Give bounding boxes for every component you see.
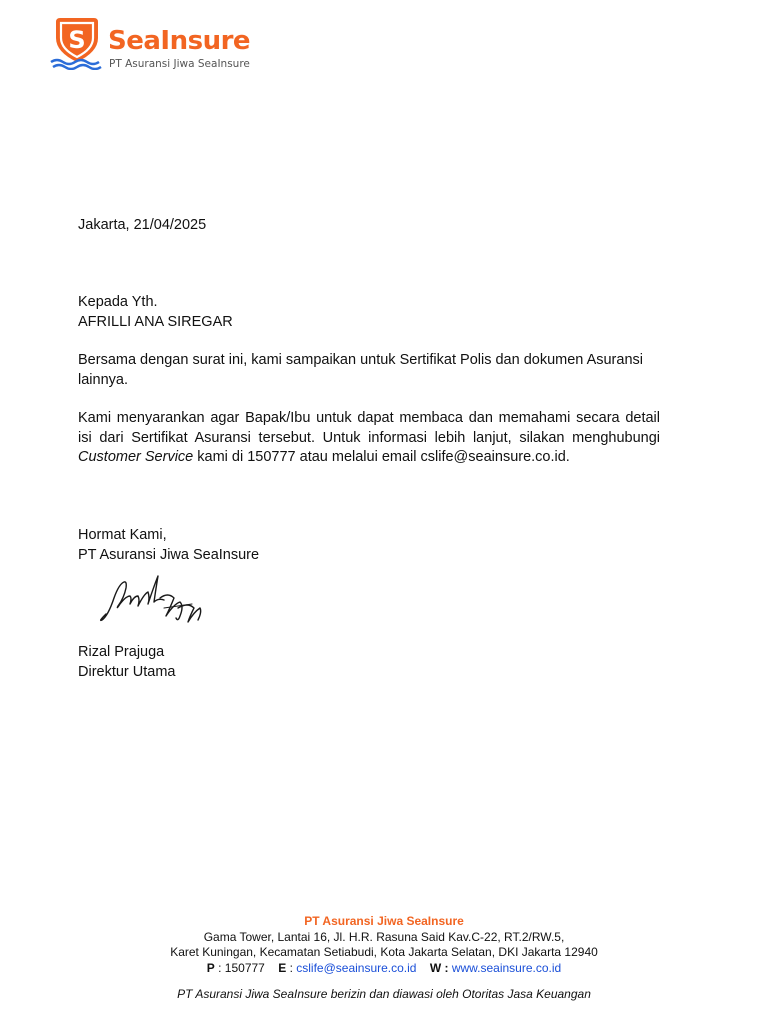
signer-block [78,643,660,682]
phone-number: : 150777 [218,960,265,975]
website-link[interactable]: www.seainsure.co.id [451,960,562,975]
date-text: Jakarta, 21/04/2025 [78,217,207,233]
signer-name: Rizal Prajuga [78,644,165,660]
closing-text: Hormat Kami, [78,527,167,543]
email-separator: : [289,960,293,975]
closing-block [78,526,660,565]
web-label: W : [429,960,449,975]
recipient-name: AFRILLI ANA SIREGAR [78,313,233,330]
customer-service-emphasis: Customer Service [78,449,194,465]
footer-address-line2: Karet Kuningan, Kecamatan Setiabudi, Kota Jakarta Selatan, DKI Jakarta 12940 [170,945,598,959]
footer-email-link[interactable]: cslife@seainsure.co.id [296,960,417,975]
company-logo [50,14,270,74]
paragraph-advice-part2: kami di 150777 atau melalui email cslife@seainsure.co.id. [193,449,570,465]
signer-title: Direktur Utama [78,663,176,680]
email-label: E [278,960,287,975]
footer-company: PT Asuransi Jiwa SeaInsure [304,914,464,928]
brand-name: SeaInsure [108,26,251,56]
recipient-block [78,293,660,332]
footer-address-line1: Gama Tower, Lantai 16, Jl. H.R. Rasuna Said Kav.C-22, RT.2/RW.5, [203,929,565,944]
paragraph-intro [78,351,660,390]
shield-icon [50,14,106,70]
closing-company: PT Asuransi Jiwa SeaInsure [78,546,260,563]
page-footer [0,914,768,976]
paragraph-advice-part1: Kami menyarankan agar Bapak/Ibu untuk dapat membaca dan memahami secara detail isi dari Sertifikat Asuransi tersebut. Untuk informasi lebih lanjut, silakan menghubungi [78,410,660,446]
footer-contact [0,961,768,977]
signature-image [94,568,212,630]
greeting: Kepada Yth. [78,294,158,310]
paragraph-advice-text [78,409,660,468]
paragraph-intro-text: Bersama dengan surat ini, kami sampaikan untuk Sertifikat Polis dan dokumen Asuransi lainnya. [78,352,643,388]
phone-label: P [206,960,215,975]
paragraph-advice [78,409,660,468]
brand-subtitle: PT Asuransi Jiwa SeaInsure [109,58,250,70]
letter-date [78,216,660,236]
regulatory-notice: PT Asuransi Jiwa SeaInsure berizin dan diawasi oleh Otoritas Jasa Keuangan [177,987,591,1001]
svg-text:S: S [68,26,86,54]
